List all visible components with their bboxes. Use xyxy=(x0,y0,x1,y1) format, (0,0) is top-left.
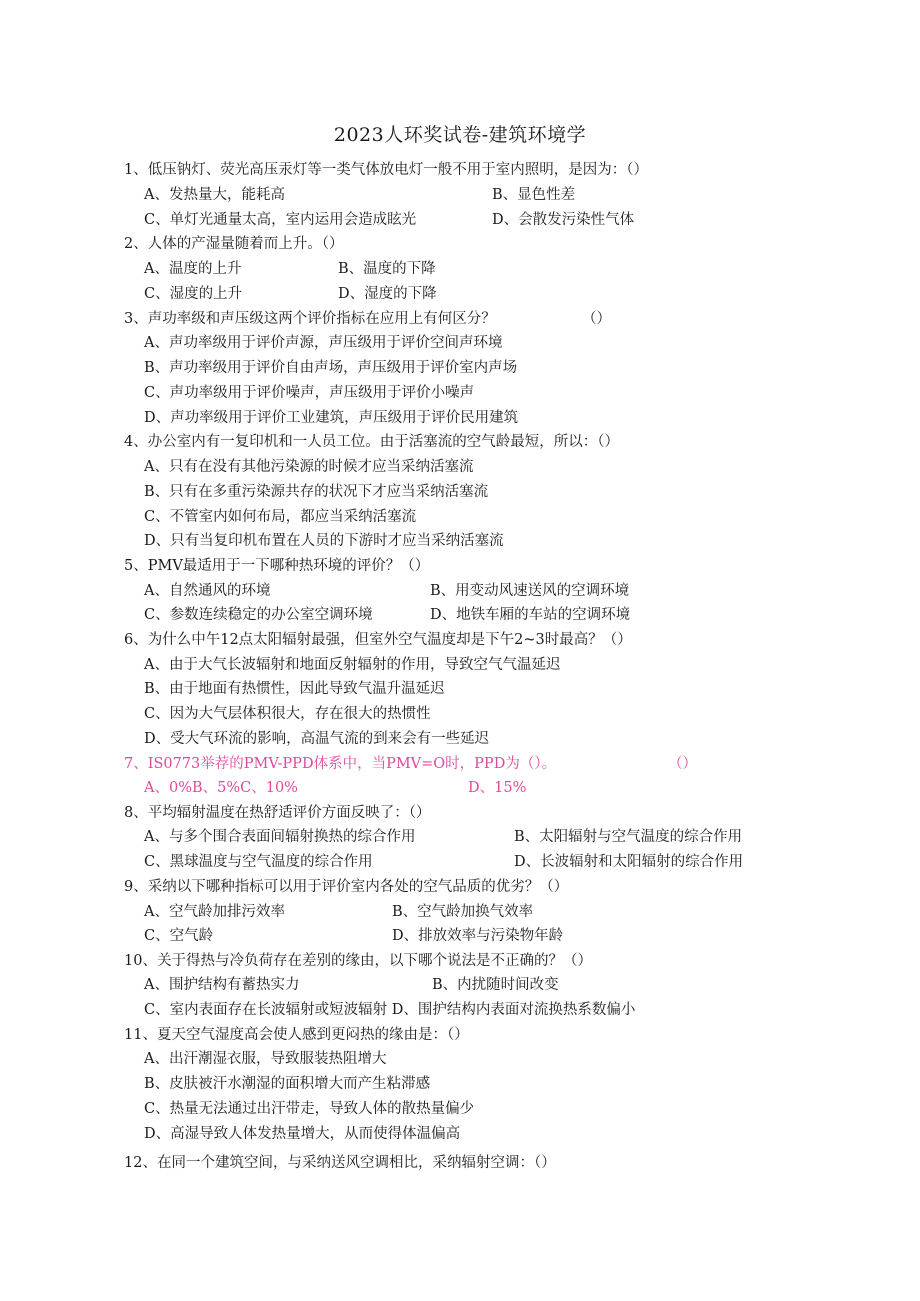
question-5-option-a: A、自然通风的环境 xyxy=(144,583,271,599)
question-11-option-a: A、出汗潮湿衣服，导致服装热阻增大 xyxy=(144,1051,387,1067)
question-11-stem: 11、夏天空气湿度高会使人感到更闷热的缘由是：（） xyxy=(124,1027,469,1043)
question-2-stem: 2、人体的产湿量随着而上升。（） xyxy=(124,236,344,252)
question-11-option-b: B、皮肤被汗水潮湿的面积增大而产生粘滞感 xyxy=(144,1076,431,1092)
question-4-option-a: A、只有在没有其他污染源的时候才应当采纳活塞流 xyxy=(144,459,474,475)
question-8-option-b: B、太阳辐射与空气温度的综合作用 xyxy=(514,829,743,845)
question-4-option-d: D、只有当复印机布置在人员的下游时才应当采纳活塞流 xyxy=(144,533,504,549)
question-6-stem: 6、为什么中午12点太阳辐射最强，但室外空气温度却是下午2~3时最高？（） xyxy=(124,632,632,648)
question-1-option-b: B、显色性差 xyxy=(492,187,576,203)
question-3-option-d: D、声功率级用于评价工业建筑，声压级用于评价民用建筑 xyxy=(144,410,519,426)
question-9-option-c: C、空气龄 xyxy=(144,928,214,944)
question-3-option-c: C、声功率级用于评价噪声，声压级用于评价小噪声 xyxy=(144,385,475,401)
question-5-stem: 5、PMV最适用于一下哪种热环境的评价？（） xyxy=(124,558,430,574)
question-7-answer-paren: （） xyxy=(668,756,697,772)
question-9-option-d: D、排放效率与污染物年龄 xyxy=(392,928,564,944)
question-5-option-c: C、参数连续稳定的办公室空调环境 xyxy=(144,607,373,623)
question-3-option-b: B、声功率级用于评价自由声场，声压级用于评价室内声场 xyxy=(144,360,518,376)
question-3-option-a: A、声功率级用于评价声源，声压级用于评价空间声环境 xyxy=(144,335,503,351)
question-5-option-b: B、用变动风速送风的空调环境 xyxy=(430,583,630,599)
question-3-answer-paren: （） xyxy=(582,311,611,327)
question-7-option-abc: A、0%B、5%C、10% xyxy=(144,780,298,796)
question-8-option-d: D、长波辐射和太阳辐射的综合作用 xyxy=(514,854,744,870)
question-10-option-b: B、内扰随时间改变 xyxy=(432,977,559,993)
question-7-stem: 7、IS0773举荐的PMV-PPD体系中，当PMV=O时，PPD为（）。 xyxy=(124,756,557,772)
question-10-option-a: A、围护结构有蓄热实力 xyxy=(144,977,300,993)
question-10-option-cd: C、室内表面存在长波辐射或短波辐射 D、围护结构内表面对流换热系数偏小 xyxy=(144,1002,636,1018)
question-12-stem: 12、在同一个建筑空间，与采纳送风空调相比，采纳辐射空调：（） xyxy=(124,1155,556,1171)
question-10-stem: 10、关于得热与冷负荷存在差别的缘由，以下哪个说法是不正确的？（） xyxy=(124,953,592,969)
question-8-option-c: C、黑球温度与空气温度的综合作用 xyxy=(144,854,373,870)
question-7-option-d: D、15% xyxy=(468,780,527,796)
question-2-option-b: B、温度的下降 xyxy=(338,261,436,277)
question-2-option-c: C、湿度的上升 xyxy=(144,286,243,302)
question-1-option-d: D、会散发污染性气体 xyxy=(492,212,635,228)
question-9-option-a: A、空气龄加排污效率 xyxy=(144,904,285,920)
question-8-option-a: A、与多个围合表面间辐射换热的综合作用 xyxy=(144,829,416,845)
question-4-option-c: C、不管室内如何布局，都应当采纳活塞流 xyxy=(144,509,417,525)
question-8-stem: 8、平均辐射温度在热舒适评价方面反映了：（） xyxy=(124,805,431,821)
question-1-option-c: C、单灯光通量太高，室内运用会造成眩光 xyxy=(144,212,417,228)
page-title: 2023人环奖试卷-建筑环境学 xyxy=(333,124,587,146)
question-11-option-c: C、热量无法通过出汗带走，导致人体的散热量偏少 xyxy=(144,1101,475,1117)
question-9-stem: 9、采纳以下哪种指标可以用于评价室内各处的空气品质的优劣？（） xyxy=(124,879,569,895)
question-3-stem: 3、声功率级和声压级这两个评价指标在应用上有何区分？ xyxy=(124,311,496,327)
question-1-option-a: A、发热量大，能耗高 xyxy=(144,187,285,203)
question-1-stem: 1、低压钠灯、荧光高压汞灯等一类气体放电灯一般不用于室内照明，是因为：（） xyxy=(124,162,648,178)
question-6-option-b: B、由于地面有热惯性，因此导致气温升温延迟 xyxy=(144,681,445,697)
question-9-option-b: B、空气龄加换气效率 xyxy=(392,904,534,920)
question-2-option-d: D、湿度的下降 xyxy=(338,286,437,302)
question-6-option-a: A、由于大气长波辐射和地面反射辐射的作用，导致空气气温延迟 xyxy=(144,657,561,673)
question-4-option-b: B、只有在多重污染源共存的状况下才应当采纳活塞流 xyxy=(144,484,489,500)
question-6-option-c: C、因为大气层体积很大，存在很大的热惯性 xyxy=(144,706,431,722)
question-6-option-d: D、受大气环流的影响，高温气流的到来会有一些延迟 xyxy=(144,731,490,747)
question-5-option-d: D、地铁车厢的车站的空调环境 xyxy=(430,607,631,623)
question-2-option-a: A、温度的上升 xyxy=(144,261,242,277)
question-11-option-d: D、高湿导致人体发热量增大，从而使得体温偏高 xyxy=(144,1126,461,1142)
question-4-stem: 4、办公室内有一复印机和一人员工位。由于活塞流的空气龄最短，所以：（） xyxy=(124,434,619,450)
